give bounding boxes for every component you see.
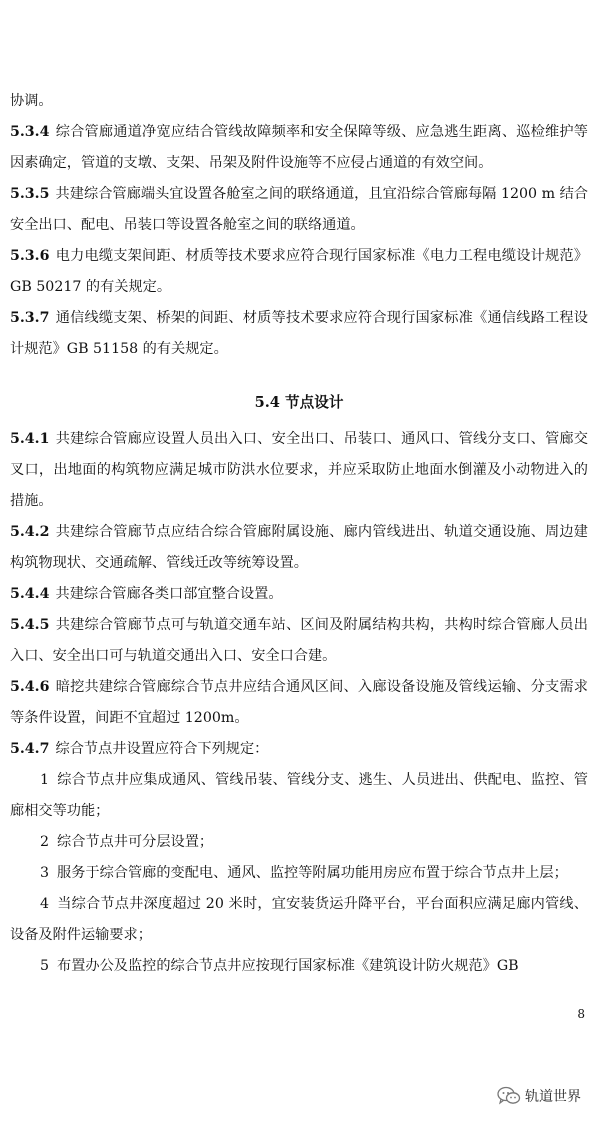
item-text: 布置办公及监控的综合节点井应按现行国家标准《建筑设计防火规范》GB [57,958,519,974]
clause-5-3-6 [10,241,588,303]
item-index: 5 [40,958,50,974]
clause-text: 电力电缆支架间距、材质等技术要求应符合现行国家标准《电力工程电缆设计规范》GB 50217 的有关规定。 [10,248,588,295]
list-item [10,765,588,827]
clause-number: 5.4.6 [10,679,50,695]
clause-text: 暗挖共建综合管廊综合节点井应结合通风区间、入廊设备设施及管线运输、分支需求等条件设置，间距不宜超过 1200m。 [10,679,588,726]
intro-fragment: 协调。 [10,93,53,109]
item-text: 综合节点井可分层设置； [57,834,214,850]
clause-number: 5.4.4 [10,586,50,602]
section-title: 5.4 节点设计 [254,394,344,411]
clause-number: 5.3.5 [10,186,50,202]
clause-5-4-6 [10,672,588,734]
item-text: 当综合节点井深度超过 20 米时，宜安装货运升降平台，平台面积应满足廊内管线、设备及附件运输要求； [10,896,588,943]
clause-text: 综合管廊通道净宽应结合管线故障频率和安全保障等级、应急逃生距离、巡检维护等因素确定，管道的支墩、支架、吊架及附件设施等不应侵占通道的有效空间。 [10,124,588,171]
item-index: 1 [40,772,50,788]
clause-text: 共建综合管廊节点应结合综合管廊附属设施、廊内管线进出、轨道交通设施、周边建构筑物现状、交通疏解、管线迁改等统筹设置。 [10,524,588,571]
item-text: 综合节点井应集成通风、管线吊装、管线分支、逃生、人员进出、供配电、监控、管廊相交等功能； [10,772,588,819]
clause-5-4-1 [10,424,588,517]
item-text: 服务于综合管廊的变配电、通风、监控等附属功能用房应布置于综合节点井上层； [57,865,568,881]
clause-text: 共建综合管廊节点可与轨道交通车站、区间及附属结构共构，共构时综合管廊人员出入口、安全出口可与轨道交通出入口、安全口合建。 [10,617,588,664]
clause-number: 5.4.7 [10,741,50,757]
list-item [10,951,588,982]
list-item [10,827,588,858]
watermark-label: 轨道世界 [525,1089,581,1105]
clause-number: 5.4.1 [10,431,50,447]
clause-5-4-7 [10,734,588,765]
clause-5-3-7 [10,303,588,365]
clause-5-4-5 [10,610,588,672]
clause-5-4-2 [10,517,588,579]
clause-text: 共建综合管廊应设置人员出入口、安全出口、吊装口、通风口、管线分支口、管廊交叉口，出地面的构筑物应满足城市防洪水位要求，并应采取防止地面水倒灌及小动物进入的措施。 [10,431,588,509]
clause-text: 综合节点井设置应符合下列规定： [55,741,269,757]
item-index: 3 [40,865,50,881]
clause-number: 5.3.6 [10,248,50,264]
clause-text: 共建综合管廊各类口部宜整合设置。 [55,586,283,602]
list-item [10,858,588,889]
watermark [497,1086,581,1106]
item-index: 4 [40,896,50,912]
clause-5-3-5 [10,179,588,241]
clause-number: 5.3.7 [10,310,50,326]
clause-number: 5.4.2 [10,524,50,540]
clause-number: 5.3.4 [10,124,50,140]
clause-5-3-4 [10,117,588,179]
list-item [10,889,588,951]
clause-5-4-4 [10,579,588,610]
item-index: 2 [40,834,50,850]
clause-text: 通信线缆支架、桥架的间距、材质等技术要求应符合现行国家标准《通信线路工程设计规范》GB 51158 的有关规定。 [10,310,588,357]
clause-text: 共建综合管廊端头宜设置各舱室之间的联络通道，且宜沿综合管廊每隔 1200 m 结合安全出口、配电、吊装口等设置各舱室之间的联络通道。 [10,186,588,233]
body-text [10,86,588,982]
page-number: 8 [577,1007,585,1021]
clause-number: 5.4.5 [10,617,50,633]
wechat-icon [497,1086,521,1106]
